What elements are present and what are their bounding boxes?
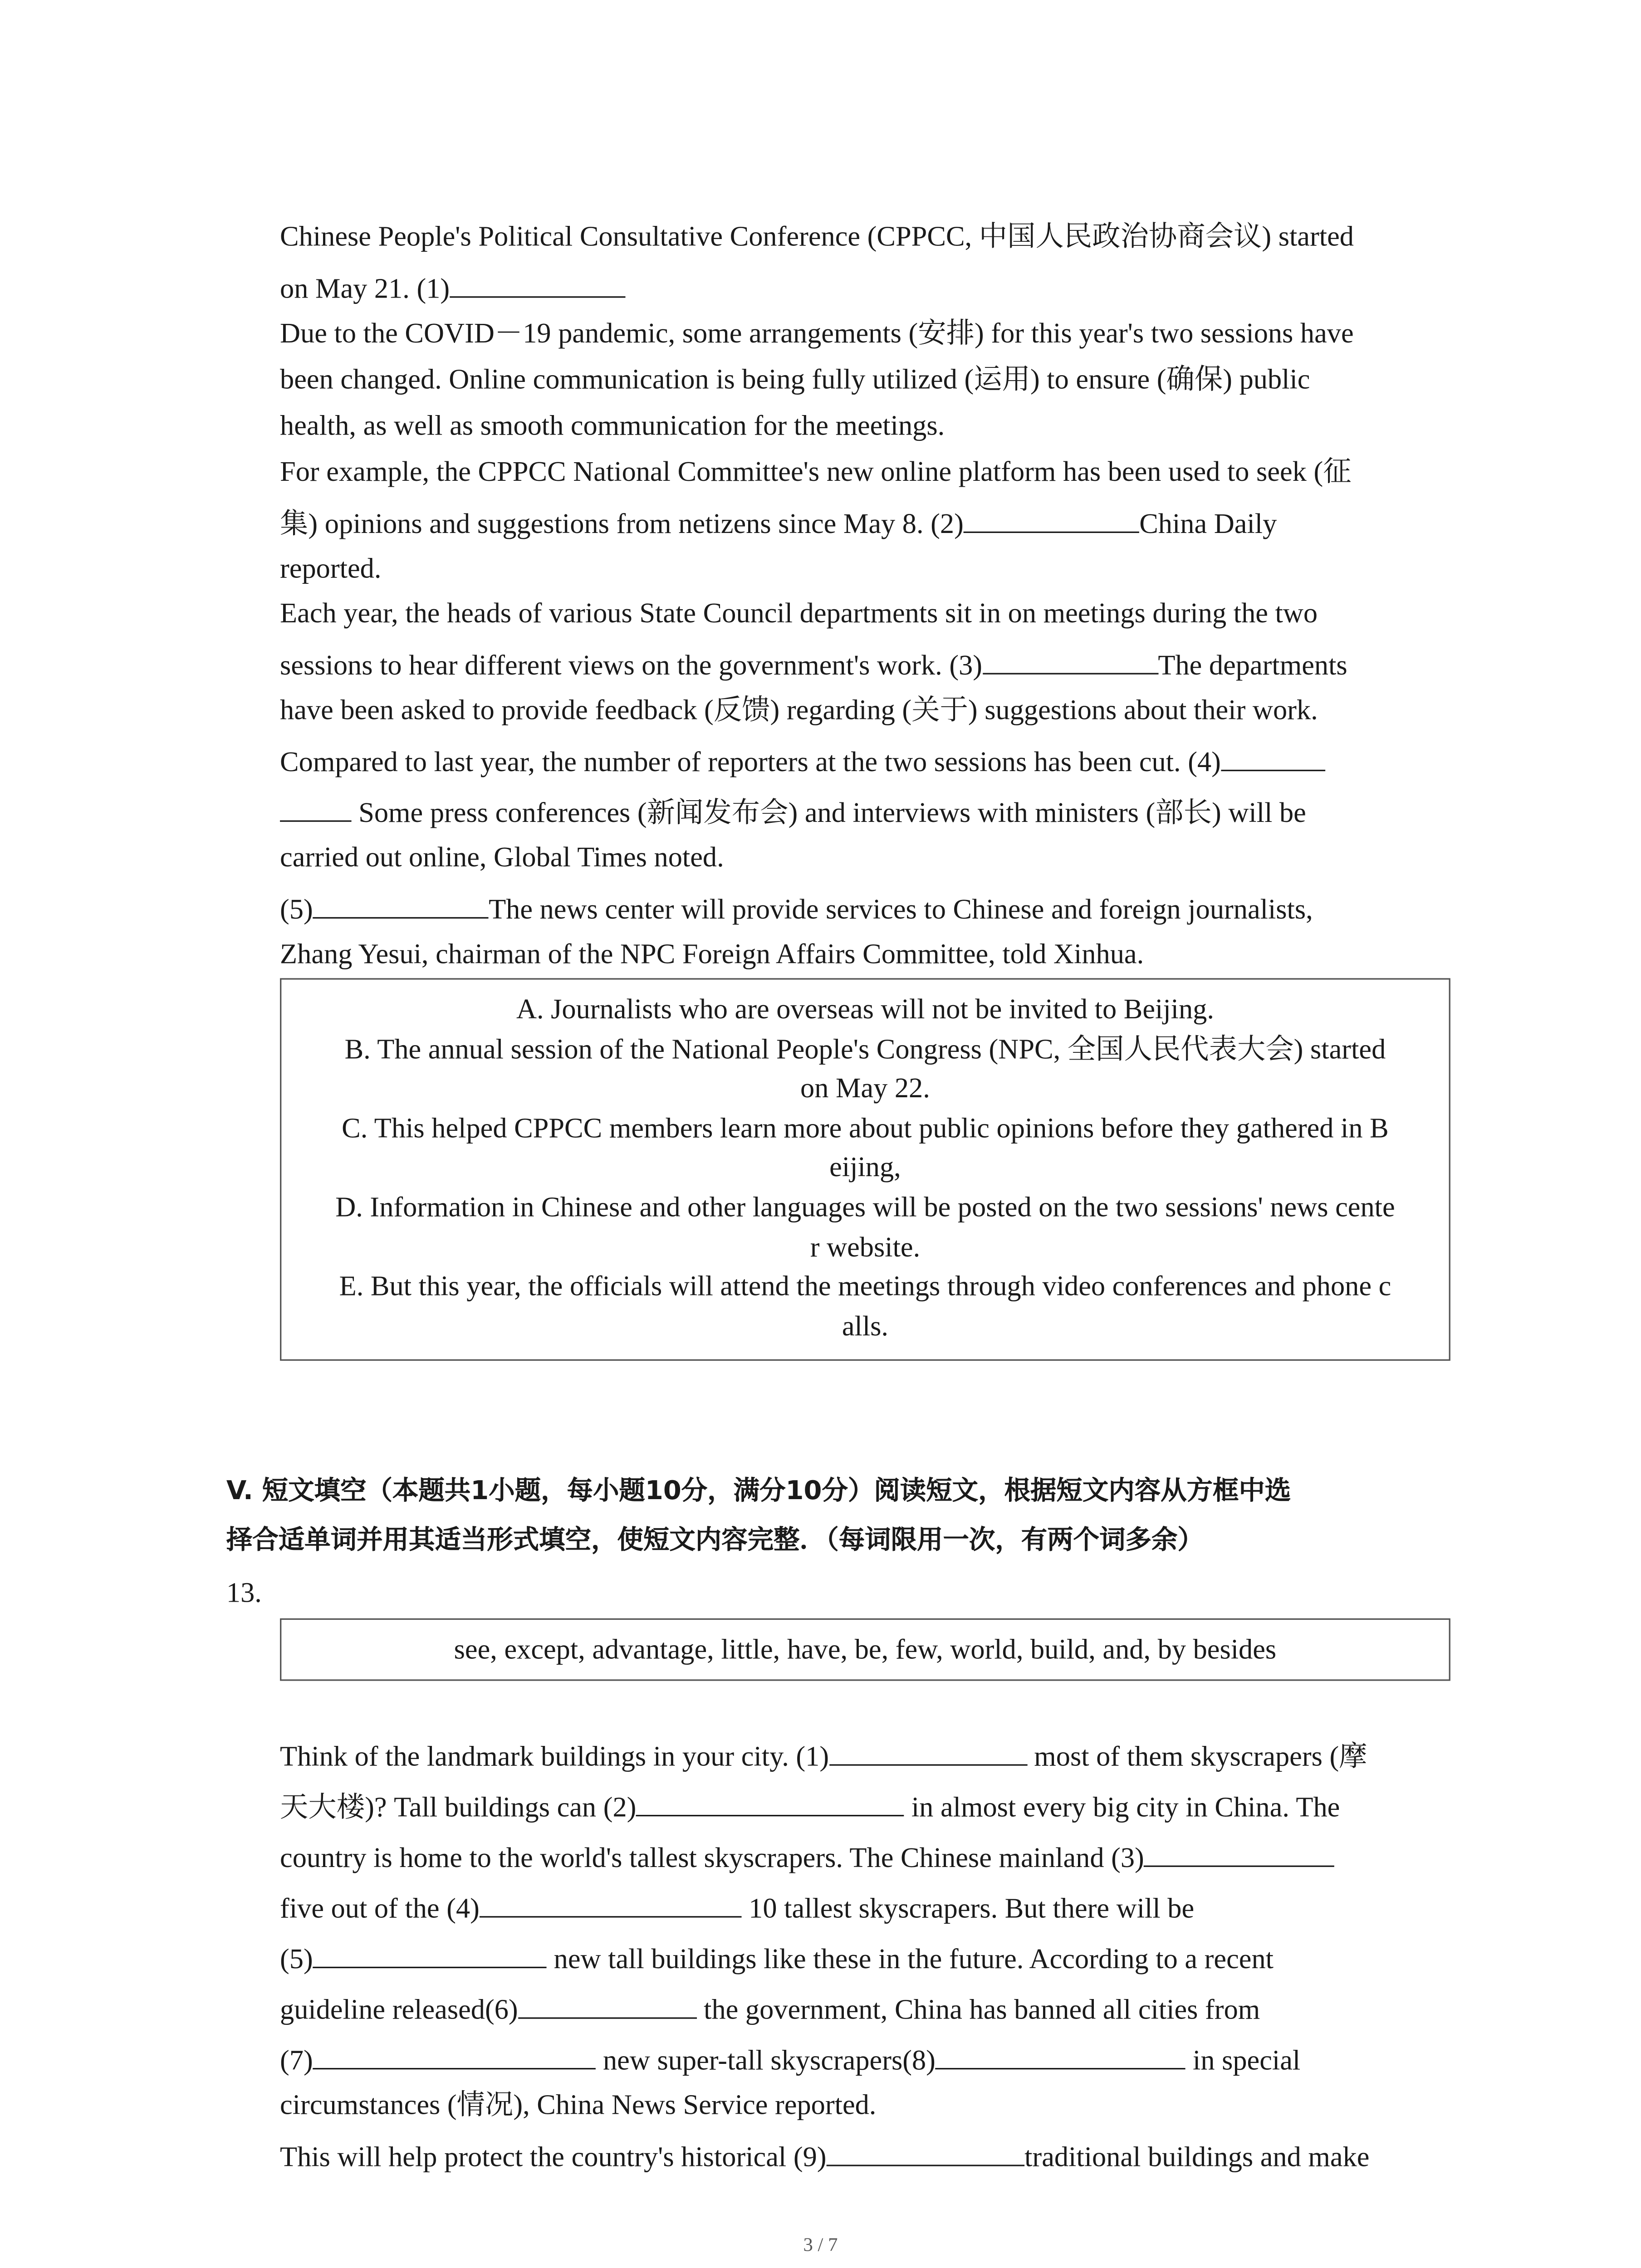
passage1-line — [280, 554, 381, 587]
section5-line — [280, 1943, 1274, 1977]
line-text: China Daily — [1139, 509, 1277, 541]
passage1-line — [280, 508, 1277, 542]
section5-line — [280, 2090, 876, 2123]
line-text: Zhang Yesui, chairman of the NPC Foreign Affairs Committee, told Xinhua. — [280, 939, 1144, 971]
line-text: five out of the (4) — [280, 1893, 480, 1925]
section-heading-line-1: V. 短文填空（本题共1小题，每小题10分，满分10分）阅读短文，根据短文内容从方框中选 — [226, 1476, 1291, 1507]
line-text: health, as well as smooth communication for the meetings. — [280, 411, 945, 442]
option-line: C. This helped CPPCC members learn more about public opinions before they gathered in B — [342, 1114, 1389, 1145]
word-bank-box — [280, 1618, 1450, 1681]
passage1-line — [280, 598, 1318, 631]
option-line: r website. — [810, 1232, 921, 1264]
line-text: The news center will provide services to Chinese and foreign journalists, — [489, 894, 1313, 926]
question-number: 13. — [226, 1578, 262, 1610]
line-text: the government, China has banned all cities from — [696, 1995, 1260, 2027]
line-text: Chinese People's Political Consultative Conference (CPPCC, 中国人民政治协商会议) started — [280, 222, 1354, 253]
option-line: A. Journalists who are overseas will not be invited to Beijing. — [516, 994, 1214, 1026]
answer-blank[interactable] — [313, 2044, 596, 2069]
line-text: in special — [1185, 2045, 1301, 2077]
section5-line — [280, 1994, 1260, 2028]
answer-blank[interactable] — [480, 1892, 742, 1918]
section5-line — [280, 2141, 1369, 2175]
passage1-line — [280, 893, 1313, 927]
option-line: alls. — [842, 1311, 889, 1343]
passage1-line — [280, 939, 1144, 972]
passage1-line — [280, 695, 1318, 728]
line-text: most of them skyscrapers (摩 — [1027, 1742, 1367, 1774]
section5-line — [280, 1892, 1194, 1926]
line-text: traditional buildings and make — [1024, 2142, 1370, 2174]
line-text: new tall buildings like these in the future. According to a recent — [547, 1944, 1274, 1976]
line-text: Compared to last year, the number of reporters at the two sessions has been cut. (4) — [280, 747, 1221, 779]
line-text: circumstances (情况), China News Service reported. — [280, 2090, 877, 2122]
section5-line — [280, 2044, 1300, 2078]
answer-blank[interactable] — [313, 1943, 547, 1968]
passage1-line — [280, 457, 1352, 490]
answer-blank[interactable] — [450, 273, 625, 298]
answer-blank[interactable] — [982, 649, 1158, 675]
line-text: 10 tallest skyscrapers. But there will be — [741, 1893, 1195, 1925]
option-line: eijing, — [829, 1152, 901, 1184]
option-line: E. But this year, the officials will attend the meetings through video conferences and phone c — [339, 1271, 1391, 1303]
answer-blank[interactable] — [280, 797, 352, 822]
answer-blank[interactable] — [1221, 746, 1325, 771]
line-text: country is home to the world's tallest skyscrapers. The Chinese mainland (3) — [280, 1843, 1144, 1875]
line-text: (7) — [280, 2045, 313, 2077]
line-text: Due to the COVID－19 pandemic, some arrangements (安排) for this year's two sessions have — [280, 318, 1354, 350]
line-text: in almost every big city in China. The — [904, 1792, 1340, 1824]
line-text: carried out online, Global Times noted. — [280, 842, 724, 874]
line-text: new super-tall skyscrapers(8) — [596, 2045, 936, 2077]
answer-blank[interactable] — [964, 508, 1139, 533]
answer-blank[interactable] — [518, 1994, 697, 2019]
line-text: on May 21. (1) — [280, 274, 450, 305]
line-text: (5) — [280, 894, 313, 926]
answer-blank[interactable] — [636, 1791, 904, 1816]
line-text: sessions to hear different views on the government's work. (3) — [280, 650, 983, 682]
word-bank: see, except, advantage, little, have, be, few, world, build, and, by besides — [454, 1634, 1277, 1666]
line-text: 集) opinions and suggestions from netizens since May 8. (2) — [280, 509, 964, 541]
line-text: 天大楼)? Tall buildings can (2) — [280, 1792, 637, 1824]
answer-blank[interactable] — [1144, 1842, 1335, 1867]
section5-line — [280, 1791, 1340, 1825]
passage1-line — [280, 318, 1354, 351]
passage1-line — [280, 222, 1354, 254]
passage1-line — [280, 649, 1347, 683]
line-text: guideline released(6) — [280, 1995, 518, 2027]
line-text: Some press conferences (新闻发布会) and interviews with ministers (部长) will be — [351, 798, 1306, 830]
line-text: This will help protect the country's historical (9) — [280, 2142, 827, 2174]
line-text: (5) — [280, 1944, 313, 1976]
line-text: reported. — [280, 553, 382, 585]
page-number: 3 / 7 — [803, 2233, 838, 2256]
line-text: been changed. Online communication is being fully utilized (运用) to ensure (确保) public — [280, 365, 1310, 396]
section-heading-line-2: 择合适单词并用其适当形式填空，使短文内容完整．（每词限用一次，有两个词多余） — [226, 1526, 1204, 1556]
section5-line — [280, 1842, 1335, 1876]
answer-blank[interactable] — [313, 893, 489, 919]
answer-blank[interactable] — [936, 2044, 1185, 2069]
option-line: on May 22. — [800, 1073, 930, 1105]
line-text: Each year, the heads of various State Council departments sit in on meetings during the two — [280, 598, 1318, 630]
option-line: B. The annual session of the National People's Congress (NPC, 全国人民代表大会) started — [344, 1035, 1386, 1066]
answer-blank[interactable] — [829, 1740, 1027, 1766]
passage1-line — [280, 365, 1310, 397]
line-text: Think of the landmark buildings in your city. (1) — [280, 1742, 829, 1774]
option-line: D. Information in Chinese and other languages will be posted on the two sessions' news cente — [335, 1193, 1395, 1224]
answer-blank[interactable] — [827, 2141, 1025, 2166]
passage1-line — [280, 273, 625, 307]
passage1-line — [280, 746, 1325, 780]
passage1-line — [280, 411, 945, 444]
passage1-line — [280, 843, 724, 875]
line-text: For example, the CPPCC National Committee's new online platform has been used to seek (征 — [280, 457, 1352, 489]
passage1-line — [280, 797, 1306, 831]
line-text: The departments — [1158, 650, 1347, 682]
line-text: have been asked to provide feedback (反馈) regarding (关于) suggestions about their work. — [280, 695, 1318, 727]
section5-line — [280, 1740, 1367, 1774]
options-box — [280, 978, 1450, 1361]
